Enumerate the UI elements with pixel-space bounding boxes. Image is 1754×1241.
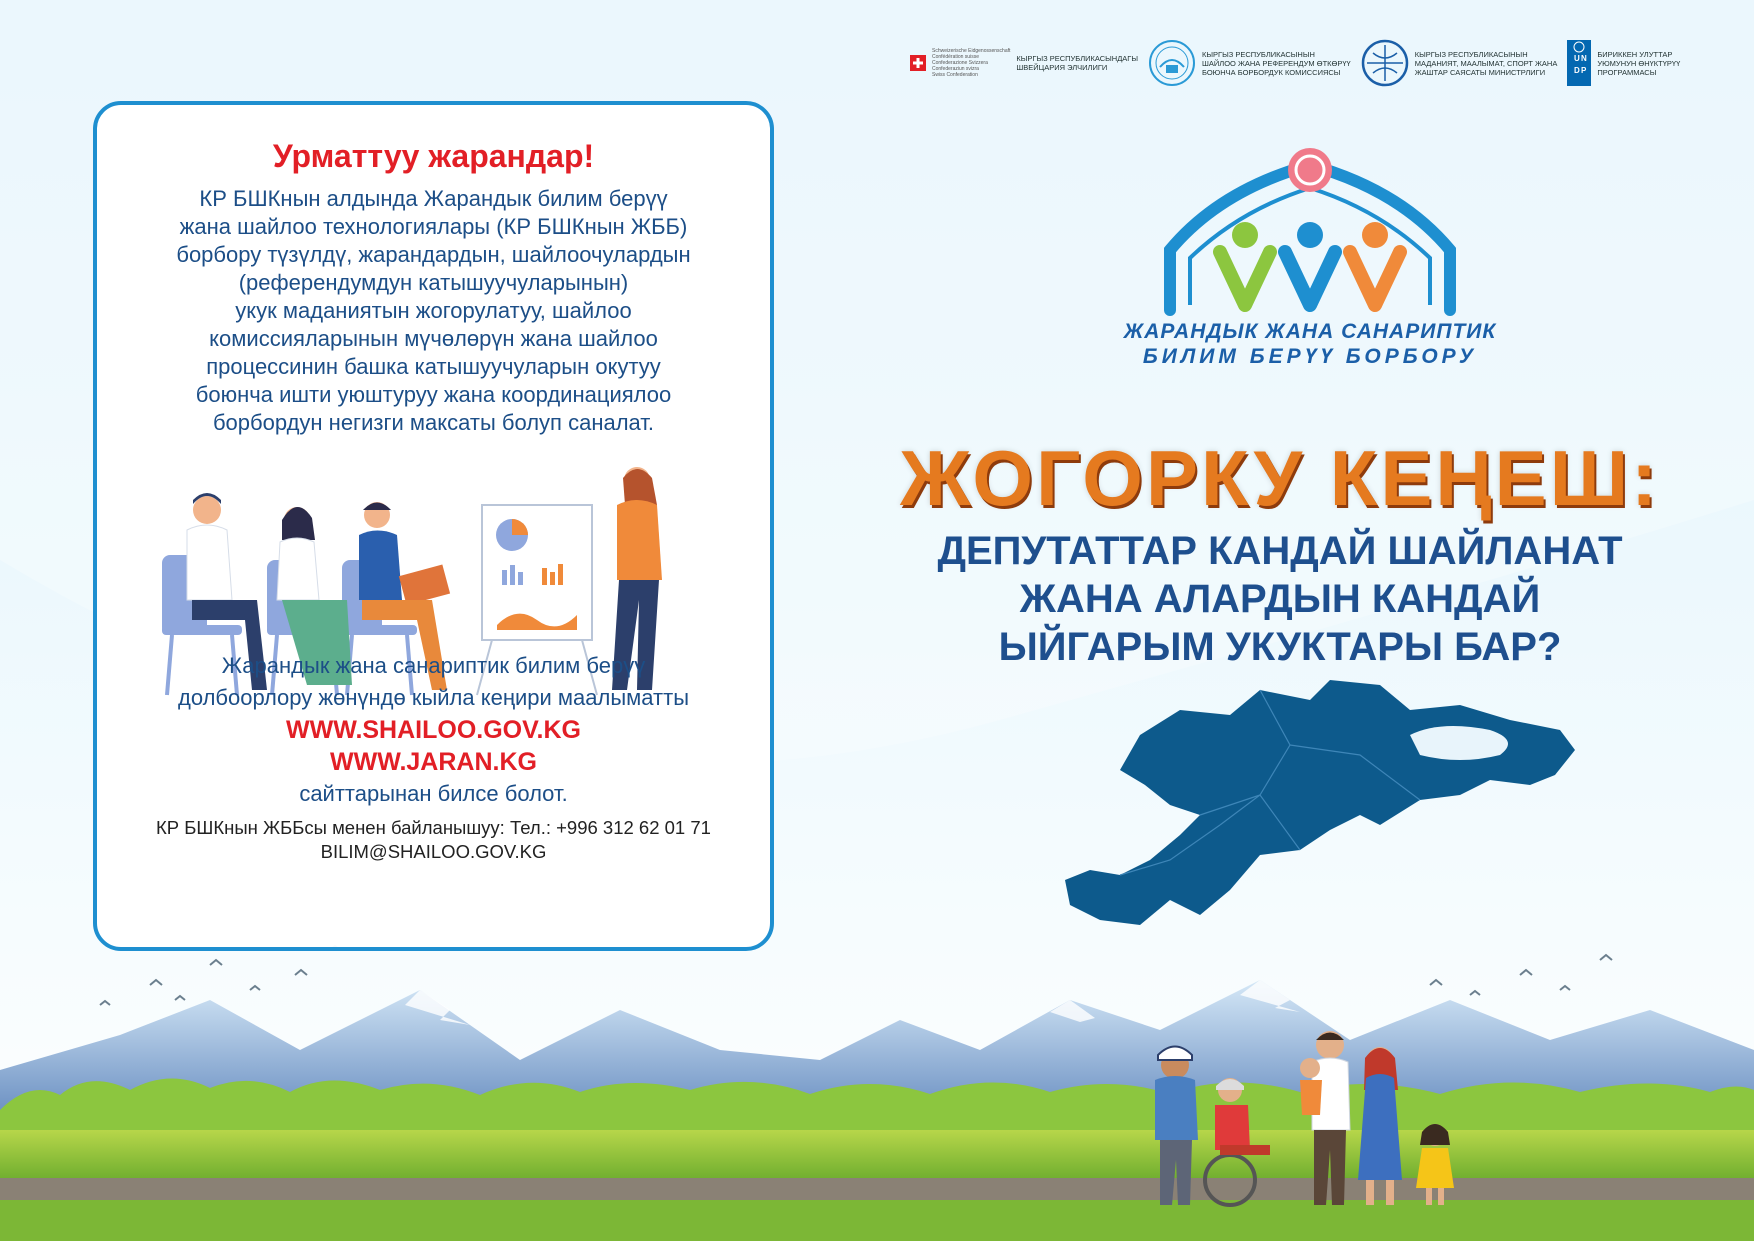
shailoo-link[interactable]: WWW.SHAILOO.GOV.KG xyxy=(286,716,581,744)
ministry-emblem-icon xyxy=(1361,39,1409,87)
contact-email[interactable]: BILIM@SHAILOO.GOV.KG xyxy=(320,841,547,862)
undp-label: БИРИККЕН УЛУТТАР УЮМУНУН ӨНҮКТҮРҮҮ ПРОГРАММАСЫ xyxy=(1597,49,1681,77)
card-footer xyxy=(97,650,770,864)
sponsor-logos-bar xyxy=(910,38,1720,88)
sponsor-election-commission xyxy=(1148,39,1351,87)
svg-text:P: P xyxy=(1581,66,1587,75)
logo-caption-line-2: БИЛИМ БЕРҮҮ БОРБОРУ xyxy=(1142,345,1478,368)
sponsor-undp xyxy=(1567,40,1680,86)
swiss-label: КЫРГЫЗ РЕСПУБЛИКАСЫНДАГЫ ШВЕЙЦАРИЯ ЭЛЧИЛИГИ xyxy=(1016,54,1138,72)
education-center-logo xyxy=(1150,140,1470,320)
card-body-text: КР БШКнын алдында Жарандык билим берүү жана шайлоо технологиялары (КР БШКнын ЖББ) борбору түзүлдү, жарандардын, шайлоочулардын (референдумдун катышуучуларынын) укук маданиятын жогорулатуу, шайлоо комиссияларынын мүчөлөрүн жана шайлоо процессинин башка катышуучуларын окутуу боюнча ишти уюштуруу жана координациялоо борбордун негизги максаты болуп саналат. xyxy=(176,186,691,435)
contact-phone: КР БШКнын ЖББсы менен байланышуу: Тел.: +996 312 62 01 71 xyxy=(156,817,711,838)
svg-text:D: D xyxy=(1574,66,1581,75)
sponsor-swiss-embassy xyxy=(910,48,1138,78)
ministry-label: КЫРГЫЗ РЕСПУБЛИКАСЫНЫН МАДАНИЯТ, МААЛЫМАТ, СПОРТ ЖАНА ЖАШТАР САЯСАТЫ МИНИСТРЛИГИ xyxy=(1414,49,1558,77)
sub-heading: ДЕПУТАТТАР КАНДАЙ ШАЙЛАНАТ ЖАНА АЛАРДЫН КАНДАЙ ЫЙГАРЫМ УКУКТАРЫ БАР? xyxy=(937,529,1623,669)
footer-line-3: сайттарынан билсе болот. xyxy=(299,781,568,806)
footer-line-1: Жарандык жана санариптик билим берүү xyxy=(221,653,646,678)
svg-text:U: U xyxy=(1574,54,1581,63)
kyrgyzstan-map xyxy=(1060,675,1580,935)
family-illustration xyxy=(1130,1020,1460,1210)
footer-line-2: долбоорлору жөнүндө кыйла кеңири маалыматты xyxy=(177,685,690,710)
main-heading: ЖОГОРКУ КЕҢЕШ: xyxy=(899,434,1661,522)
sponsor-ministry xyxy=(1361,39,1558,87)
election-commission-emblem-icon xyxy=(1148,39,1196,87)
logo-caption-line-1: ЖАРАНДЫК ЖАНА САНАРИПТИК xyxy=(1123,320,1497,343)
election-commission-label: КЫРГЫЗ РЕСПУБЛИКАСЫНЫН ШАЙЛОО ЖАНА РЕФЕРЕНДУМ ӨТКӨРҮҮ БОЮНЧА БОРБОРДУК КОМИССИЯСЫ xyxy=(1202,49,1351,77)
jaran-link[interactable]: WWW.JARAN.KG xyxy=(330,748,537,776)
swiss-cross-icon xyxy=(910,55,926,71)
card-title: Урматтуу жарандар! xyxy=(272,138,595,174)
undp-logo-icon xyxy=(1567,40,1591,86)
info-card xyxy=(93,101,774,951)
swiss-small-text: Schweizerische Eidgenossenschaft Confédération suisse Confederazione Svizzera Confederaziun svizra Swiss Confederation xyxy=(932,48,1011,78)
svg-text:N: N xyxy=(1581,54,1588,63)
